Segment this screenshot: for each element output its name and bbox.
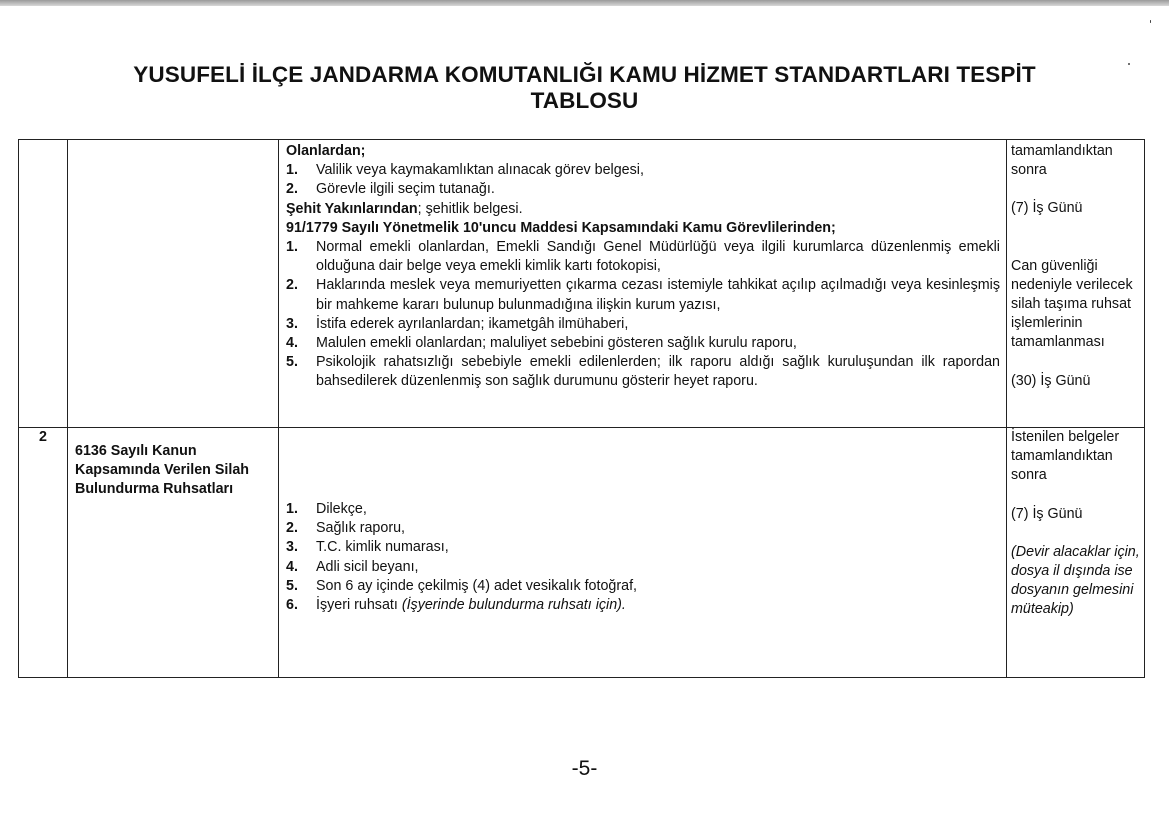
documents-cell	[279, 428, 1007, 678]
number-cell	[19, 140, 68, 428]
service-name-text: 6136 Sayılı Kanun Kapsamında Verilen Silah Bulundurma Ruhsatları	[75, 443, 250, 498]
page-title	[0, 62, 1169, 114]
completion-time-cell	[1007, 428, 1145, 678]
time-text: tamamlandıktan sonra	[1011, 143, 1113, 179]
item-text: Sağlık raporu,	[316, 520, 406, 537]
completion-time-cell	[1007, 140, 1145, 428]
list-item	[286, 519, 1000, 538]
list-item	[286, 558, 1000, 577]
docs-list	[286, 500, 1000, 615]
list-item	[286, 180, 1000, 199]
item-text: İşyeri ruhsatı	[316, 596, 402, 613]
service-name-cell	[68, 140, 279, 428]
item-text: Adli sicil beyanı,	[316, 558, 419, 575]
item-number: 2.	[286, 277, 298, 294]
list-item	[286, 334, 1000, 353]
docs-list-a	[286, 161, 1000, 199]
service-name	[68, 428, 279, 678]
item-text: Malulen emekli olanlardan; maluliyet sebebini gösteren sağlık kurulu raporu,	[316, 335, 797, 352]
list-item	[286, 276, 1000, 314]
list-item	[286, 577, 1000, 596]
time-text: İstenilen belgeler tamamlandıktan sonra	[1011, 429, 1120, 484]
time-text: (30) İş Günü	[1011, 372, 1091, 389]
item-number: 5.	[286, 577, 298, 594]
item-number: 2.	[286, 181, 298, 198]
item-number: 4.	[286, 335, 298, 352]
item-number: 1.	[286, 500, 298, 517]
item-number: 3.	[286, 539, 298, 556]
item-number: 1.	[286, 162, 298, 179]
item-text: Haklarında meslek veya memuriyetten çıkarma cezası istemiyle tahkikat açılıp açılmadığı veya kesinleşmiş bir mahkeme kararı bulunup bulunmadığına ilişkin kurum yazısı,	[316, 277, 1000, 313]
scan-edge	[0, 0, 1169, 6]
item-number: 3.	[286, 315, 298, 332]
list-item	[286, 353, 1000, 391]
list-item	[286, 538, 1000, 557]
list-item	[286, 238, 1000, 276]
time-text: (7) İş Günü	[1011, 505, 1083, 522]
docs-list-b	[286, 238, 1000, 392]
title-line-1: YUSUFELİ İLÇE JANDARMA KOMUTANLIĞI KAMU HİZMET STANDARTLARI TESPİT	[133, 62, 1036, 87]
documents-cell	[279, 140, 1007, 428]
docs-heading: Olanlardan;	[286, 143, 366, 159]
item-text: Valilik veya kaymakamlıktan alınacak görev belgesi,	[316, 162, 644, 179]
sehit-text: ; şehitlik belgesi.	[417, 200, 523, 217]
item-text: Son 6 ay içinde çekilmiş (4) adet vesikalık fotoğraf,	[316, 577, 638, 594]
item-text: T.C. kimlik numarası,	[316, 539, 449, 556]
item-text: Normal emekli olanlardan, Emekli Sandığı Genel Müdürlüğü veya ilgili kurumlarca düzenlenmiş emekli olduğuna dair belge veya emekli kimlik kartı fotokopisi,	[316, 239, 1000, 275]
list-item	[286, 500, 1000, 519]
page-number: -5-	[571, 757, 598, 780]
item-number: 4.	[286, 558, 298, 575]
table-row-continued	[19, 140, 1145, 428]
sehit-line	[286, 200, 1000, 219]
item-text: İstifa ederek ayrılanlardan; ikametgâh ilmühaberi,	[316, 315, 629, 332]
item-number: 1.	[286, 239, 298, 256]
item-text: Görevle ilgili seçim tutanağı.	[316, 181, 495, 198]
scan-speck	[1128, 63, 1130, 65]
sehit-heading: Şehit Yakınlarından	[286, 200, 418, 217]
time-text: (7) İş Günü	[1011, 200, 1083, 217]
service-standards-table	[18, 139, 1145, 678]
list-item	[286, 315, 1000, 334]
list-item	[286, 161, 1000, 180]
item-number: 2.	[286, 520, 298, 537]
regulation-heading: 91/1779 Sayılı Yönetmelik 10'uncu Maddesi Kapsamındaki Kamu Görevlilerinden;	[286, 219, 836, 236]
time-text: Can güvenliği nedeniyle verilecek silah taşıma ruhsat işlemlerinin tamamlanması	[1011, 257, 1133, 351]
time-note: (Devir alacaklar için, dosya il dışında ise dosyanın gelmesini müteakip)	[1011, 543, 1140, 618]
list-item	[286, 596, 1000, 615]
item-text: Dilekçe,	[316, 500, 367, 517]
title-line-2: TABLOSU	[530, 88, 639, 113]
item-number: 5.	[286, 354, 298, 371]
item-text: Psikolojik rahatsızlığı sebebiyle emekli edilenlerden; ilk raporu aldığı sağlık kuruluşundan ilk rapordan bahsedilerek düzenlenmiş son sağlık durumunu gösterir heyet raporu.	[316, 354, 1000, 390]
scan-speck	[1150, 20, 1151, 23]
item-note: (İşyerinde bulundurma ruhsatı için).	[401, 596, 626, 613]
item-number: 6.	[286, 596, 298, 613]
table-row	[19, 428, 1145, 678]
row-number: 2	[19, 428, 68, 678]
